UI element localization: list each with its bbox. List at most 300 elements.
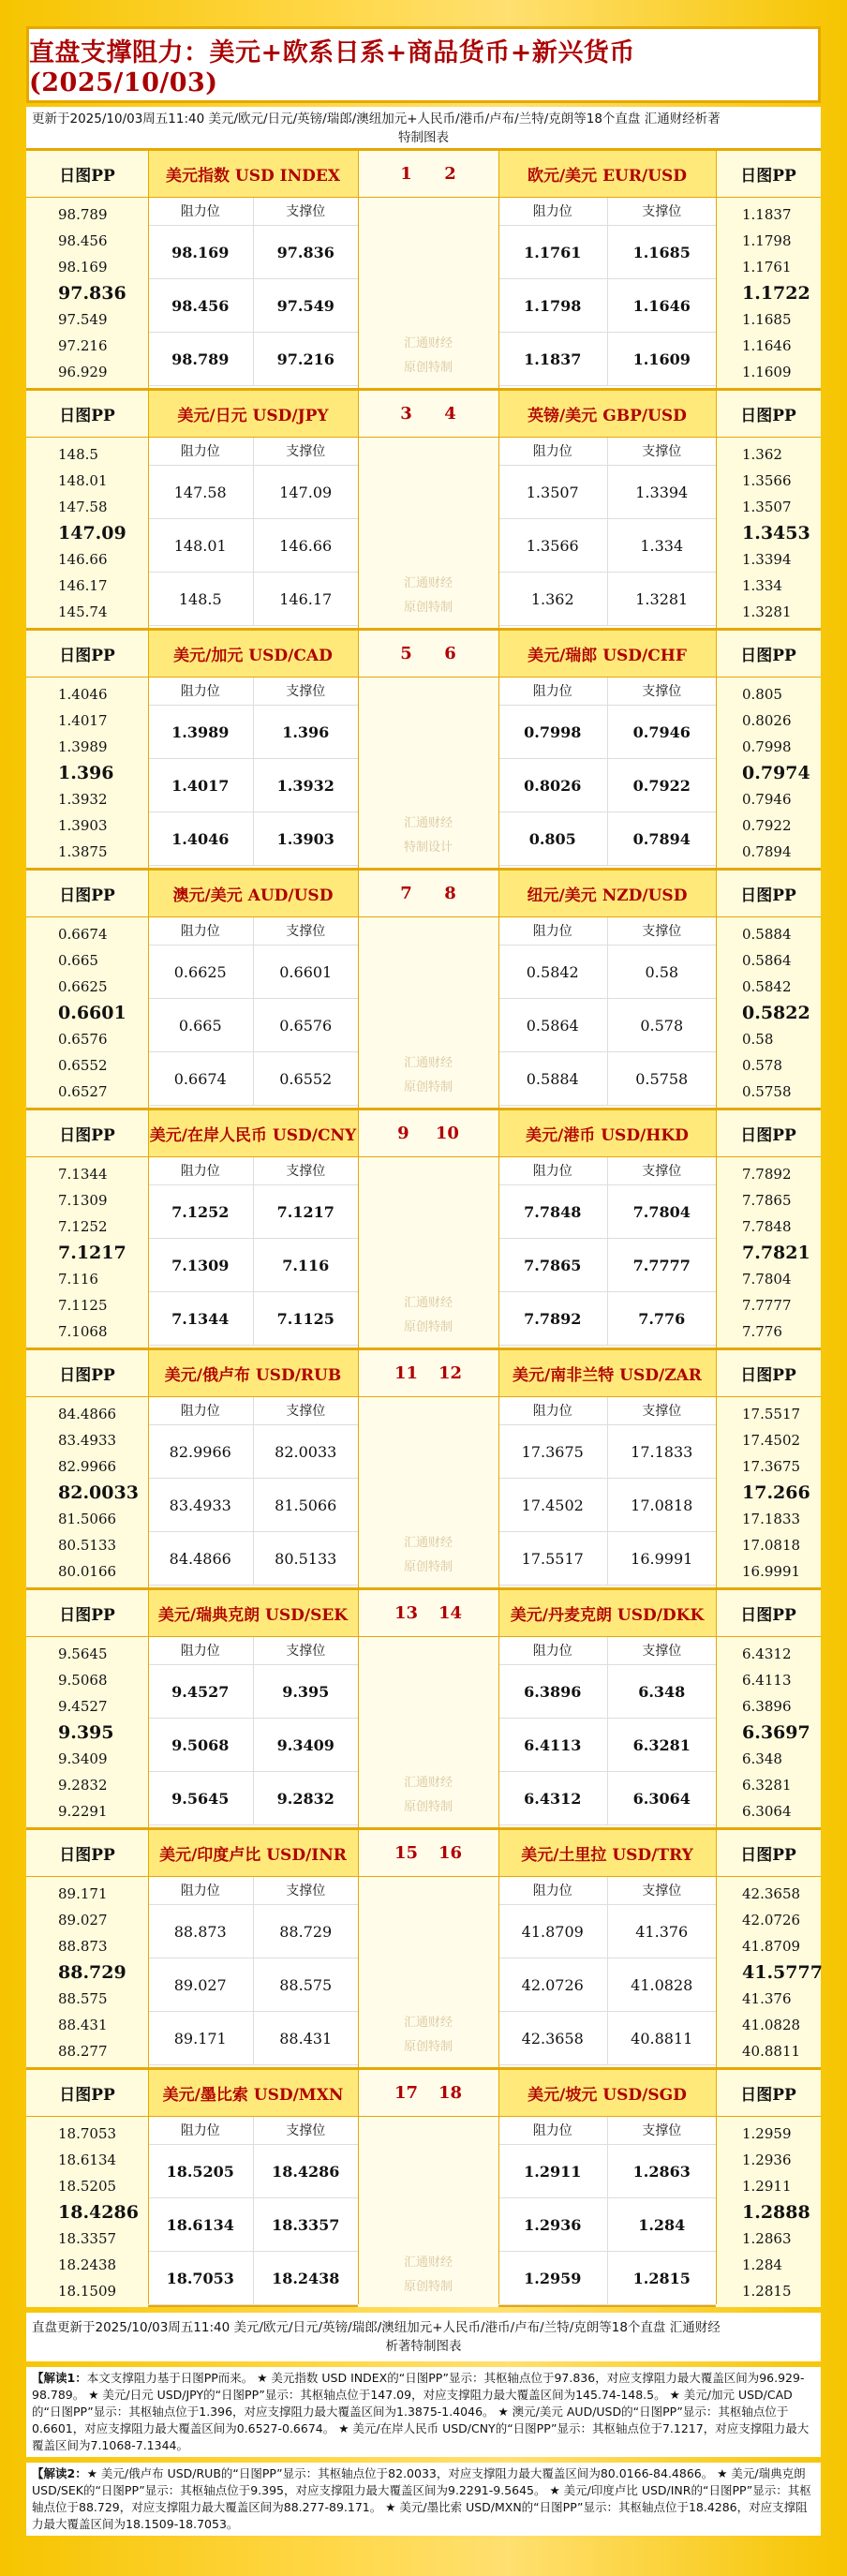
resistance-value: 0.665	[148, 999, 254, 1051]
block-number-left: 1	[400, 164, 412, 184]
resistance-header: 阻力位	[148, 1397, 254, 1424]
sr-row	[148, 2252, 358, 2305]
block-number-right: 6	[444, 644, 456, 663]
subtitle-line-1: 更新于2025/10/03周五11:40 美元/欧元/日元/英镑/瑞郎/澳纽加元+人民币/港币/卢布/兰特/克朗等18个直盘 汇通财经析著	[32, 112, 721, 127]
resistance-value: 147.58	[148, 466, 254, 518]
pp-list	[716, 1397, 821, 1585]
sr-header	[498, 917, 716, 946]
block-number-column	[358, 871, 498, 1108]
right-pp-column	[716, 391, 821, 628]
resistance-header: 阻力位	[148, 678, 254, 705]
pp-level: 7.7848	[742, 1218, 792, 1235]
pp-level: 16.9991	[742, 1563, 801, 1580]
support-value: 9.3409	[276, 1735, 334, 1754]
pair-block	[26, 628, 821, 868]
pair-name: 美元/墨比索 USD/MXN	[148, 2070, 358, 2117]
column-divider	[358, 1830, 359, 2067]
pp-level: 6.3896	[742, 1698, 792, 1715]
resistance-header: 阻力位	[498, 1637, 608, 1664]
pivot-value: 0.7974	[742, 763, 810, 783]
pivot-value: 18.4286	[58, 2202, 139, 2223]
pivot-value: 1.1722	[742, 283, 810, 304]
sr-row	[148, 1185, 358, 1239]
watermark	[358, 1051, 498, 1100]
column-divider	[498, 1350, 499, 1587]
pp-level: 1.3566	[742, 472, 792, 489]
resistance-value: 83.4933	[148, 1479, 254, 1531]
block-number-right: 10	[435, 1124, 459, 1143]
pp-level: 41.0828	[742, 2017, 801, 2033]
pp-level: 18.2438	[58, 2256, 117, 2273]
sr-row	[148, 466, 358, 519]
column-divider	[148, 151, 149, 388]
pp-level: 88.575	[58, 1990, 108, 2007]
column-divider	[716, 151, 717, 388]
right-pair-table	[498, 871, 716, 1108]
block-number-column	[358, 1830, 498, 2067]
resistance-value: 6.4113	[498, 1719, 608, 1771]
sr-row	[148, 2198, 358, 2252]
pair-name: 美元/俄卢布 USD/RUB	[148, 1350, 358, 1397]
sr-header	[498, 678, 716, 706]
pp-level: 1.284	[742, 2256, 782, 2273]
page-title: 直盘支撑阻力：美元+欧系日系+商品货币+新兴货币(2025/10/03)	[29, 38, 635, 97]
column-divider	[148, 2070, 149, 2304]
right-pp-column	[716, 1590, 821, 1827]
resistance-header: 阻力位	[498, 1397, 608, 1424]
pp-level: 7.7892	[742, 1166, 792, 1183]
resistance-value: 98.169	[148, 226, 254, 278]
watermark-line-1: 汇通财经	[403, 2016, 453, 2030]
pp-level: 146.66	[58, 551, 108, 568]
left-pp-column	[26, 871, 148, 1108]
column-divider	[498, 1110, 499, 1348]
right-pp-column	[716, 631, 821, 868]
pp-level: 9.2291	[58, 1803, 108, 1820]
support-value: 6.348	[638, 1682, 686, 1701]
right-pair-table	[498, 1590, 716, 1827]
pp-level: 89.027	[58, 1912, 108, 1928]
pair-name: 美元/坡元 USD/SGD	[498, 2070, 716, 2117]
watermark-line-2: 原创特制	[403, 2040, 453, 2054]
column-divider	[716, 871, 717, 1108]
left-pp-column	[26, 151, 148, 388]
pp-level: 9.3409	[58, 1750, 108, 1767]
block-number-left: 15	[394, 1843, 419, 1863]
pp-level: 6.4113	[742, 1672, 792, 1689]
pp-level: 1.2911	[742, 2178, 792, 2195]
pivot-value: 0.6601	[58, 1003, 126, 1023]
column-divider	[716, 631, 717, 868]
watermark-line-1: 汇通财经	[403, 1056, 453, 1070]
pp-level: 6.3281	[742, 1777, 792, 1794]
support-value: 97.216	[276, 350, 334, 368]
support-header: 支撑位	[286, 444, 326, 459]
support-value: 7.116	[282, 1256, 330, 1274]
support-value: 41.0828	[631, 1975, 693, 1994]
pp-level: 0.6527	[58, 1083, 108, 1100]
note-1	[26, 2367, 821, 2457]
pp-level: 1.3932	[58, 791, 108, 808]
resistance-value: 1.2936	[498, 2198, 608, 2251]
support-value: 7.1125	[276, 1309, 334, 1328]
right-pair-table	[498, 2070, 716, 2307]
sr-row	[498, 812, 716, 866]
resistance-value: 1.3507	[498, 466, 608, 518]
sr-row	[498, 279, 716, 333]
page-title-box	[26, 26, 821, 103]
support-value: 0.7946	[632, 722, 691, 741]
sr-row	[148, 226, 358, 279]
resistance-value: 98.456	[148, 279, 254, 332]
support-value: 1.1609	[632, 350, 691, 368]
pivot-value: 17.266	[742, 1482, 810, 1503]
pp-header: 日图PP	[716, 1590, 821, 1637]
block-numbers	[358, 631, 498, 678]
support-value: 18.4286	[272, 2162, 340, 2181]
pair-name: 美元/日元 USD/JPY	[148, 391, 358, 438]
pp-level: 1.1685	[742, 311, 792, 328]
column-divider	[358, 1110, 359, 1348]
pp-level: 7.116	[58, 1271, 98, 1288]
pp-level: 6.3064	[742, 1803, 792, 1820]
pp-level: 42.0726	[742, 1912, 801, 1928]
pp-header: 日图PP	[716, 2070, 821, 2117]
pp-header: 日图PP	[716, 391, 821, 438]
block-number-right: 18	[438, 2083, 463, 2103]
right-pair-table	[498, 1350, 716, 1587]
support-value: 7.7804	[632, 1202, 691, 1221]
sr-row	[498, 1532, 716, 1586]
watermark-line-1: 汇通财经	[403, 2256, 453, 2270]
support-value: 16.9991	[631, 1549, 693, 1568]
sr-row	[148, 573, 358, 626]
pp-level: 146.17	[58, 577, 108, 594]
left-pp-column	[26, 631, 148, 868]
pp-level: 0.58	[742, 1031, 774, 1048]
pp-level: 0.6552	[58, 1057, 108, 1074]
resistance-value: 1.2959	[498, 2252, 608, 2304]
support-value: 1.3281	[635, 589, 689, 608]
sr-row	[148, 1772, 358, 1825]
pp-level: 0.8026	[742, 712, 792, 729]
resistance-value: 0.7998	[498, 706, 608, 758]
pivot-table	[26, 148, 821, 2307]
pp-level: 80.5133	[58, 1537, 117, 1554]
pair-name: 纽元/美元 NZD/USD	[498, 871, 716, 917]
watermark	[358, 572, 498, 620]
left-pair-table	[148, 2070, 358, 2307]
sr-header	[498, 2117, 716, 2145]
pp-header: 日图PP	[716, 871, 821, 917]
pp-level: 1.1761	[742, 259, 792, 275]
sr-row	[498, 466, 716, 519]
pp-level: 88.277	[58, 2043, 108, 2060]
pivot-value: 6.3697	[742, 1722, 810, 1743]
resistance-header: 阻力位	[148, 1157, 254, 1184]
pp-level: 0.5864	[742, 952, 792, 969]
pp-level: 9.5068	[58, 1672, 108, 1689]
resistance-value: 88.873	[148, 1905, 254, 1958]
resistance-value: 1.1837	[498, 333, 608, 385]
pp-list	[716, 438, 821, 625]
support-value: 18.3357	[272, 2215, 340, 2234]
pp-level: 7.776	[742, 1323, 782, 1340]
footer-update-line-2: 析著特制图表	[385, 2339, 462, 2354]
resistance-value: 1.1798	[498, 279, 608, 332]
pp-level: 1.3507	[742, 499, 792, 515]
pair-block	[26, 868, 821, 1108]
pp-level: 18.1509	[58, 2283, 117, 2300]
resistance-value: 98.789	[148, 333, 254, 385]
block-numbers	[358, 1110, 498, 1157]
left-pair-table	[148, 151, 358, 388]
pair-block	[26, 1587, 821, 1827]
pp-level: 1.3989	[58, 738, 108, 755]
column-divider	[358, 391, 359, 628]
resistance-value: 0.6674	[148, 1052, 254, 1105]
resistance-header: 阻力位	[498, 678, 608, 705]
pp-level: 18.6134	[58, 2152, 117, 2168]
pp-level: 6.4312	[742, 1645, 792, 1662]
support-header: 支撑位	[286, 684, 326, 699]
footer-update	[26, 2313, 821, 2361]
pp-level: 1.334	[742, 577, 782, 594]
sr-row	[498, 2252, 716, 2305]
support-header: 支撑位	[642, 1644, 682, 1659]
sr-row	[148, 2012, 358, 2065]
resistance-value: 18.5205	[148, 2145, 254, 2197]
resistance-value: 148.5	[148, 573, 254, 625]
block-number-right: 12	[438, 1363, 463, 1383]
sr-header	[148, 1877, 358, 1905]
column-divider	[498, 871, 499, 1108]
right-pair-table	[498, 1110, 716, 1348]
pp-header: 日图PP	[26, 2070, 148, 2117]
block-numbers	[358, 1830, 498, 1877]
pp-level: 7.1068	[58, 1323, 108, 1340]
resistance-value: 0.5842	[498, 946, 608, 998]
right-pp-column	[716, 871, 821, 1108]
pp-level: 96.929	[58, 364, 108, 380]
pp-level: 17.4502	[742, 1432, 801, 1449]
resistance-value: 148.01	[148, 519, 254, 572]
support-header: 支撑位	[286, 1884, 326, 1898]
pp-level: 40.8811	[742, 2043, 801, 2060]
pp-level: 17.0818	[742, 1537, 801, 1554]
pp-level: 1.2863	[742, 2230, 792, 2247]
pair-name: 美元/港币 USD/HKD	[498, 1110, 716, 1157]
support-header: 支撑位	[642, 204, 682, 219]
page-subtitle	[26, 107, 821, 150]
resistance-value: 0.8026	[498, 759, 608, 812]
resistance-value: 1.3566	[498, 519, 608, 572]
pivot-value: 1.396	[58, 763, 114, 783]
resistance-value: 42.3658	[498, 2012, 608, 2064]
resistance-value: 89.171	[148, 2012, 254, 2064]
pivot-value: 82.0033	[58, 1482, 139, 1503]
sr-row	[498, 1052, 716, 1106]
block-number-right: 14	[438, 1603, 463, 1623]
pair-name: 美元/印度卢比 USD/INR	[148, 1830, 358, 1877]
watermark	[358, 2251, 498, 2300]
block-numbers	[358, 1590, 498, 1637]
right-pair-table	[498, 1830, 716, 2067]
left-pair-table	[148, 391, 358, 628]
pp-level: 7.1309	[58, 1192, 108, 1209]
pp-level: 9.4527	[58, 1698, 108, 1715]
resistance-value: 82.9966	[148, 1425, 254, 1478]
pp-level: 1.2959	[742, 2125, 792, 2142]
pp-level: 148.01	[58, 472, 108, 489]
pp-level: 1.3875	[58, 843, 108, 860]
resistance-header: 阻力位	[148, 2117, 254, 2144]
support-value: 1.3903	[276, 829, 334, 848]
pp-level: 1.1837	[742, 206, 792, 223]
pp-list	[26, 678, 148, 865]
pivot-value: 0.5822	[742, 1003, 810, 1023]
pp-level: 97.216	[58, 337, 108, 354]
watermark-line-2: 原创特制	[403, 601, 453, 615]
support-value: 82.0033	[275, 1442, 337, 1461]
left-pp-column	[26, 1830, 148, 2067]
support-value: 88.431	[279, 2029, 333, 2047]
pp-level: 98.456	[58, 232, 108, 249]
pp-level: 9.2832	[58, 1777, 108, 1794]
sr-header	[498, 1157, 716, 1185]
column-divider	[716, 1110, 717, 1348]
column-divider	[148, 1590, 149, 1827]
left-pp-column	[26, 1590, 148, 1827]
pp-level: 1.4017	[58, 712, 108, 729]
left-pair-table	[148, 1110, 358, 1348]
sr-row	[498, 2198, 716, 2252]
column-divider	[148, 1830, 149, 2067]
pair-name: 美元指数 USD INDEX	[148, 151, 358, 198]
pp-level: 1.3903	[58, 817, 108, 834]
pp-header: 日图PP	[716, 1350, 821, 1397]
pair-block	[26, 2067, 821, 2307]
column-divider	[498, 391, 499, 628]
support-value: 6.3064	[632, 1789, 691, 1808]
footer-update-line-1: 直盘更新于2025/10/03周五11:40 美元/欧元/日元/英镑/瑞郎/澳纽加元+人民币/港币/卢布/兰特/克朗等18个直盘 汇通财经	[32, 2320, 721, 2335]
watermark-line-1: 汇通财经	[403, 1776, 453, 1790]
sr-row	[498, 1719, 716, 1772]
pp-level: 88.431	[58, 2017, 108, 2033]
pp-level: 0.7998	[742, 738, 792, 755]
left-pair-table	[148, 871, 358, 1108]
watermark-line-2: 原创特制	[403, 1560, 453, 1574]
right-pp-column	[716, 1110, 821, 1348]
right-pp-column	[716, 151, 821, 388]
sr-row	[148, 759, 358, 812]
sr-row	[148, 1292, 358, 1346]
note-2-label: 【解读2：	[32, 2466, 87, 2480]
sr-header	[498, 198, 716, 226]
right-pair-table	[498, 391, 716, 628]
right-pp-column	[716, 2070, 821, 2307]
pp-level: 7.7804	[742, 1271, 792, 1288]
column-divider	[716, 1350, 717, 1587]
block-numbers	[358, 391, 498, 438]
block-number-left: 11	[394, 1363, 419, 1383]
left-pair-table	[148, 1350, 358, 1587]
left-pair-table	[148, 1830, 358, 2067]
block-number-column	[358, 1350, 498, 1587]
pp-list	[26, 917, 148, 1105]
sr-row	[148, 946, 358, 999]
sr-row	[498, 1958, 716, 2012]
block-number-column	[358, 631, 498, 868]
resistance-value: 6.3896	[498, 1665, 608, 1718]
support-header: 支撑位	[286, 924, 326, 939]
block-numbers	[358, 1350, 498, 1397]
sr-header	[148, 917, 358, 946]
watermark-line-2: 原创特制	[403, 1800, 453, 1814]
support-value: 1.2863	[632, 2162, 691, 2181]
pp-level: 83.4933	[58, 1432, 117, 1449]
sr-row	[498, 1185, 716, 1239]
sr-header	[148, 1397, 358, 1425]
sr-row	[498, 573, 716, 626]
pp-level: 17.5517	[742, 1406, 801, 1422]
sr-row	[148, 1958, 358, 2012]
sr-row	[148, 1052, 358, 1106]
pp-level: 6.348	[742, 1750, 782, 1767]
pair-name: 美元/瑞郎 USD/CHF	[498, 631, 716, 678]
watermark-line-1: 汇通财经	[403, 576, 453, 590]
support-value: 88.575	[279, 1975, 333, 1994]
support-header: 支撑位	[642, 2123, 682, 2138]
sr-row	[498, 2145, 716, 2198]
pp-header: 日图PP	[716, 151, 821, 198]
support-value: 0.5758	[635, 1069, 689, 1088]
sr-header	[148, 1157, 358, 1185]
support-value: 7.7777	[632, 1256, 691, 1274]
support-value: 1.1685	[632, 243, 691, 261]
support-value: 0.58	[645, 962, 679, 981]
support-header: 支撑位	[286, 1164, 326, 1179]
pp-level: 7.7777	[742, 1297, 792, 1314]
pp-level: 18.7053	[58, 2125, 117, 2142]
sr-header	[148, 678, 358, 706]
resistance-value: 17.3675	[498, 1425, 608, 1478]
support-value: 97.836	[276, 243, 334, 261]
column-divider	[498, 2070, 499, 2304]
pp-level: 0.7894	[742, 843, 792, 860]
resistance-value: 7.7865	[498, 1239, 608, 1291]
resistance-value: 89.027	[148, 1958, 254, 2011]
sr-row	[148, 1665, 358, 1719]
sr-row	[498, 946, 716, 999]
watermark-line-1: 汇通财经	[403, 336, 453, 350]
support-value: 1.3932	[276, 776, 334, 795]
pp-level: 148.5	[58, 446, 98, 463]
column-divider	[148, 1350, 149, 1587]
sr-row	[498, 226, 716, 279]
block-number-column	[358, 391, 498, 628]
column-divider	[358, 631, 359, 868]
resistance-header: 阻力位	[148, 198, 254, 225]
pp-header: 日图PP	[26, 631, 148, 678]
sr-row	[148, 1532, 358, 1586]
pp-level: 1.1798	[742, 232, 792, 249]
left-pair-table	[148, 631, 358, 868]
pair-name: 美元/瑞典克朗 USD/SEK	[148, 1590, 358, 1637]
pp-header: 日图PP	[26, 1110, 148, 1157]
support-header: 支撑位	[286, 204, 326, 219]
resistance-value: 1.4046	[148, 812, 254, 865]
